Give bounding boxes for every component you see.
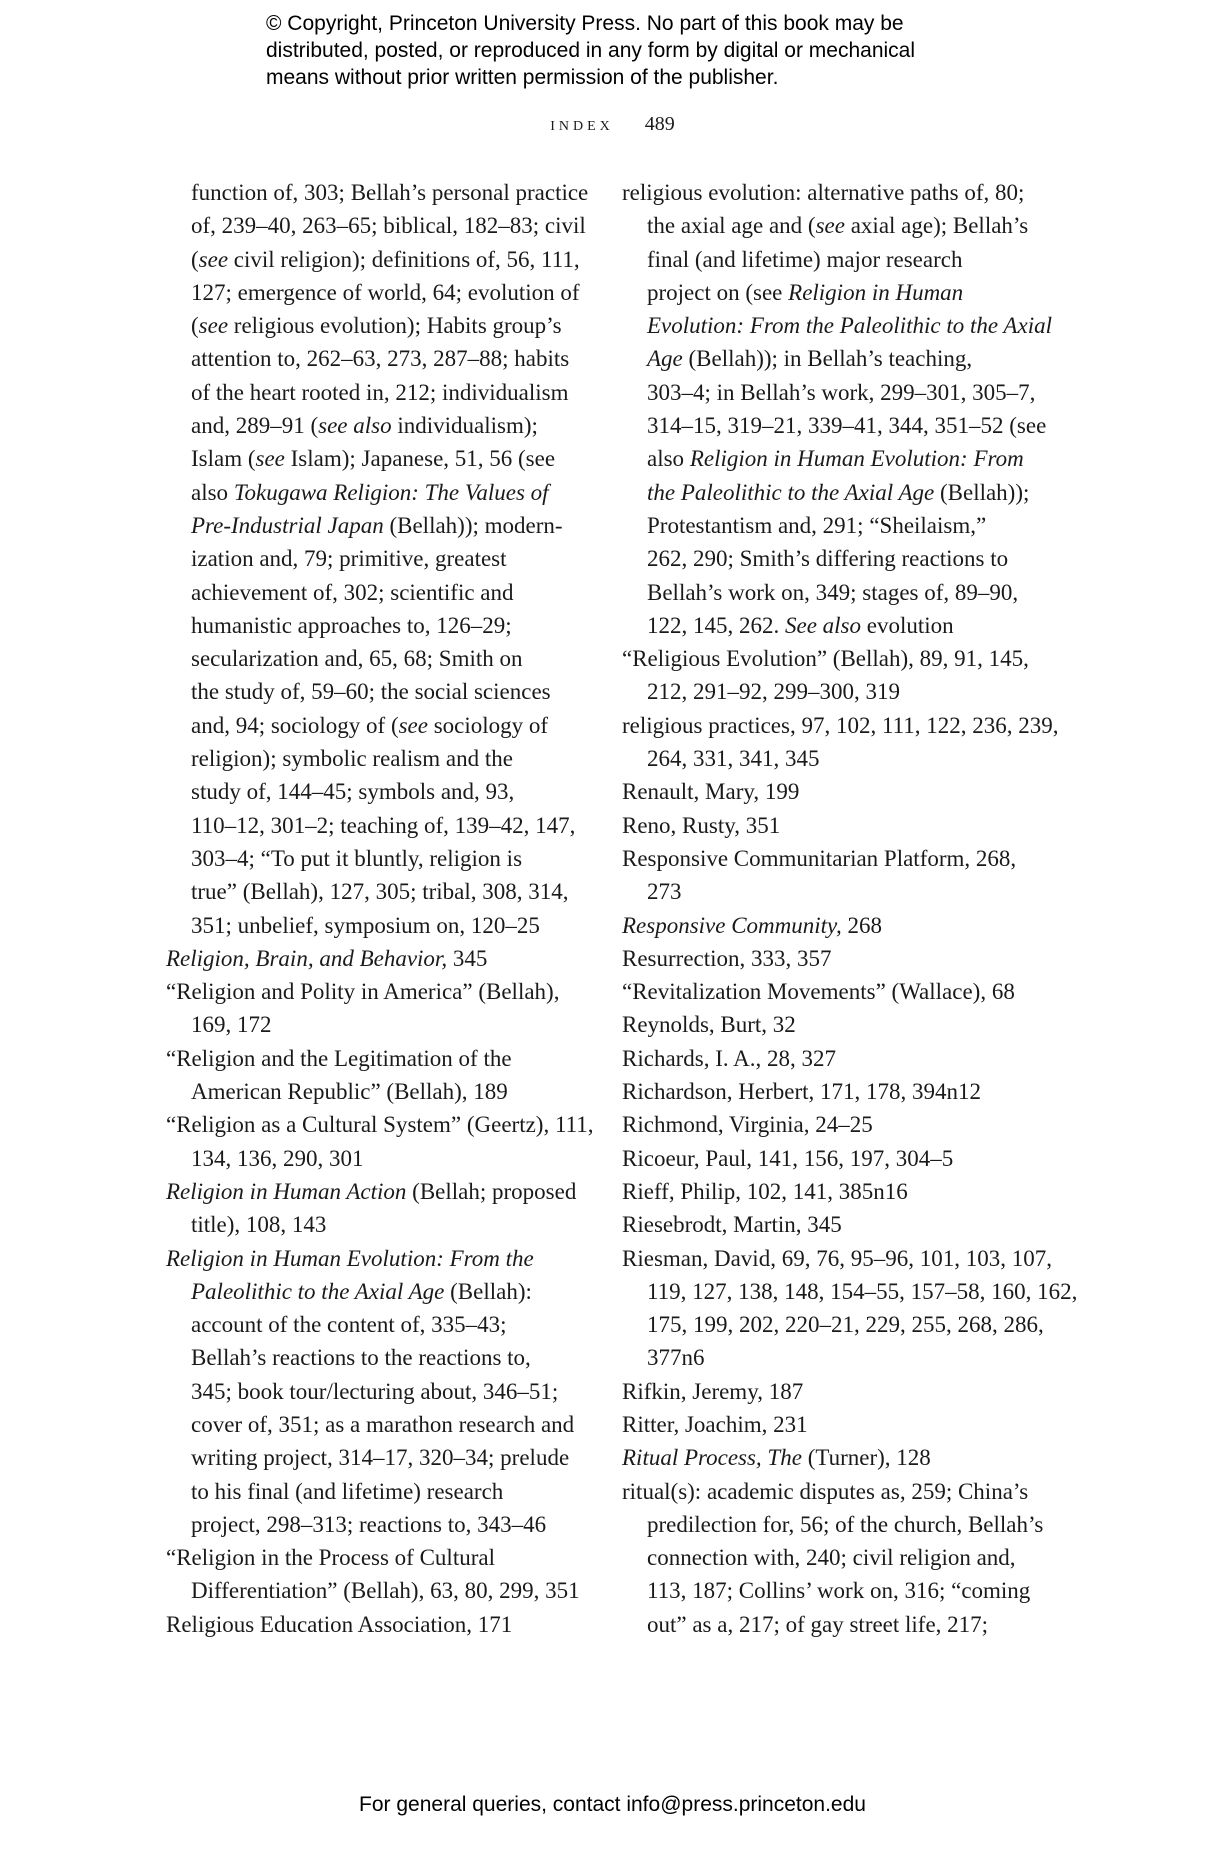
index-entry-head: Religion in Human Evolution: From the xyxy=(166,1245,534,1271)
index-entry-continuation: 122, 145, 262. See also evolution xyxy=(647,612,954,638)
copyright-notice xyxy=(266,10,1026,91)
index-entry-continuation: 262, 290; Smith’s differing reactions to xyxy=(647,546,1009,572)
index-entry-continuation: Evolution: From the Paleolithic to the Axial xyxy=(647,313,1052,339)
index-entry-continuation: account of the content of, 335–43; xyxy=(191,1312,507,1338)
index-entry-continuation: Bellah’s reactions to the reactions to, xyxy=(191,1345,531,1371)
index-entry-continuation: Pre-Industrial Japan (Bellah)); modern- xyxy=(191,512,563,538)
index-entry-head: Responsive Community, 268 xyxy=(622,912,882,938)
index-entry-continuation: the study of, 59–60; the social sciences xyxy=(191,679,551,705)
index-entry-continuation: 303–4; “To put it bluntly, religion is xyxy=(191,845,523,871)
index-entry-head: Ritter, Joachim, 231 xyxy=(622,1411,808,1437)
index-entry-continuation: project on (see Religion in Human xyxy=(647,279,964,305)
index-entry-continuation: attention to, 262–63, 273, 287–88; habits xyxy=(191,346,570,372)
index-entry-continuation: function of, 303; Bellah’s personal practice xyxy=(191,180,589,205)
index-entry-continuation: 175, 199, 202, 220–21, 229, 255, 268, 286, xyxy=(647,1312,1044,1338)
copyright-line: distributed, posted, or reproduced in any form by digital or mechanical xyxy=(266,39,916,62)
index-entry-continuation: predilection for, 56; of the church, Bellah’s xyxy=(647,1511,1044,1537)
index-entry-head: religious evolution: alternative paths of, 80; xyxy=(622,180,1025,205)
index-entry-continuation: religion); symbolic realism and the xyxy=(191,746,513,772)
index-entry-head: “Religion and the Legitimation of the xyxy=(166,1045,512,1071)
index-entry-head: Riesebrodt, Martin, 345 xyxy=(622,1212,842,1238)
index-entry-continuation: American Republic” (Bellah), 189 xyxy=(191,1079,508,1105)
index-entry-continuation: cover of, 351; as a marathon research and xyxy=(191,1411,575,1437)
index-entry-head: Responsive Communitarian Platform, 268, xyxy=(622,845,1017,871)
index-entry-continuation: Bellah’s work on, 349; stages of, 89–90, xyxy=(647,579,1019,605)
footer-contact: For general queries, contact info@press.princeton.edu xyxy=(359,1793,866,1816)
index-entry-continuation: humanistic approaches to, 126–29; xyxy=(191,612,512,638)
index-entry-continuation: ization and, 79; primitive, greatest xyxy=(191,546,507,572)
index-entry-continuation: 169, 172 xyxy=(191,1012,272,1038)
index-entry-head: Resurrection, 333, 357 xyxy=(622,945,832,971)
index-column-right xyxy=(622,176,1078,1641)
index-entry-continuation: also Religion in Human Evolution: From xyxy=(647,446,1024,472)
index-entry-head: “Religion in the Process of Cultural xyxy=(166,1545,495,1571)
index-entry-continuation: out” as a, 217; of gay street life, 217; xyxy=(647,1611,989,1637)
index-entry-continuation: 212, 291–92, 299–300, 319 xyxy=(647,679,900,705)
index-entry-continuation: 345; book tour/lecturing about, 346–51; xyxy=(191,1378,559,1404)
copyright-line: © Copyright, Princeton University Press. No part of this book may be xyxy=(266,12,904,35)
index-entry-head: Renault, Mary, 199 xyxy=(622,779,800,805)
page-number: 489 xyxy=(644,113,675,135)
index-entry-continuation: the axial age and (see axial age); Bellah’s xyxy=(647,213,1029,239)
index-entry-continuation: of the heart rooted in, 212; individualism xyxy=(191,379,569,405)
index-entry-head: Reynolds, Burt, 32 xyxy=(622,1012,796,1038)
index-entry-head: ritual(s): academic disputes as, 259; China’s xyxy=(622,1478,1029,1504)
index-entry-continuation: 377n6 xyxy=(647,1345,705,1371)
index-entry-continuation: and, 289–91 (see also individualism); xyxy=(191,413,538,439)
index-entry-head: Richardson, Herbert, 171, 178, 394n12 xyxy=(622,1079,981,1105)
index-entry-head: Religion, Brain, and Behavior, 345 xyxy=(166,945,488,971)
index-entry-head: “Religious Evolution” (Bellah), 89, 91, 145, xyxy=(622,646,1029,672)
index-entry-continuation: (see civil religion); definitions of, 56, 111, xyxy=(191,246,580,272)
index-entry-head: Richmond, Virginia, 24–25 xyxy=(622,1112,873,1138)
index-entry-continuation: title), 108, 143 xyxy=(191,1212,327,1238)
index-entry-continuation: connection with, 240; civil religion and, xyxy=(647,1545,1016,1571)
index-entry-continuation: true” (Bellah), 127, 305; tribal, 308, 314, xyxy=(191,879,569,905)
index-entry-head: Reno, Rusty, 351 xyxy=(622,812,781,838)
copyright-line: means without prior written permission of the publisher. xyxy=(266,66,779,89)
index-entry-head: Religion in Human Action (Bellah; proposed xyxy=(166,1178,577,1204)
index-entry-continuation: 113, 187; Collins’ work on, 316; “coming xyxy=(647,1578,1031,1604)
index-entry-continuation: secularization and, 65, 68; Smith on xyxy=(191,646,523,672)
index-entry-head: “Religion and Polity in America” (Bellah), xyxy=(166,979,560,1005)
index-entry-continuation: 134, 136, 290, 301 xyxy=(191,1145,364,1171)
index-entry-continuation: achievement of, 302; scientific and xyxy=(191,579,514,605)
running-head xyxy=(0,113,1225,136)
index-entry-continuation: 264, 331, 341, 345 xyxy=(647,746,820,772)
index-entry-head: Ricoeur, Paul, 141, 156, 197, 304–5 xyxy=(622,1145,954,1171)
index-entry-continuation: 273 xyxy=(647,879,682,905)
index-entry-continuation: and, 94; sociology of (see sociology of xyxy=(191,712,549,738)
index-entry-continuation: 314–15, 319–21, 339–41, 344, 351–52 (see xyxy=(647,413,1047,439)
index-entry-continuation: 110–12, 301–2; teaching of, 139–42, 147, xyxy=(191,812,576,838)
index-entry-continuation: also Tokugawa Religion: The Values of xyxy=(191,479,549,505)
index-entry-continuation: 127; emergence of world, 64; evolution of xyxy=(191,279,580,305)
index-entry-continuation: Islam (see Islam); Japanese, 51, 56 (see xyxy=(191,446,556,472)
index-entry-head: “Revitalization Movements” (Wallace), 68 xyxy=(622,979,1015,1005)
index-entry-continuation: to his final (and lifetime) research xyxy=(191,1478,504,1504)
index-entry-continuation: final (and lifetime) major research xyxy=(647,246,963,272)
index-entry-continuation: 303–4; in Bellah’s work, 299–301, 305–7, xyxy=(647,379,1036,405)
index-entry-head: Religious Education Association, 171 xyxy=(166,1611,513,1637)
index-entry-continuation: project, 298–313; reactions to, 343–46 xyxy=(191,1511,547,1537)
index-entry-head: Riesman, David, 69, 76, 95–96, 101, 103, 107, xyxy=(622,1245,1052,1271)
index-entry-continuation: Protestantism and, 291; “Sheilaism,” xyxy=(647,512,987,538)
index-entry-head: Rifkin, Jeremy, 187 xyxy=(622,1378,804,1404)
index-entry-continuation: study of, 144–45; symbols and, 93, xyxy=(191,779,515,805)
index-entry-head: Richards, I. A., 28, 327 xyxy=(622,1045,837,1071)
index-entry-continuation: 119, 127, 138, 148, 154–55, 157–58, 160, 162, xyxy=(647,1278,1078,1304)
index-entry-continuation: Paleolithic to the Axial Age (Bellah): xyxy=(191,1278,532,1304)
index-column-left xyxy=(166,176,594,1641)
index-entry-continuation: writing project, 314–17, 320–34; prelude xyxy=(191,1445,570,1471)
index-entry-head: religious practices, 97, 102, 111, 122, 236, 239, xyxy=(622,712,1059,738)
index-entry-continuation: Differentiation” (Bellah), 63, 80, 299, 351 xyxy=(191,1578,580,1604)
index-entry-continuation: 351; unbelief, symposium on, 120–25 xyxy=(191,912,540,938)
index-entry-continuation: Age (Bellah)); in Bellah’s teaching, xyxy=(647,346,973,372)
index-entry-continuation: (see religious evolution); Habits group’s xyxy=(191,313,562,339)
index-entry-head: Rieff, Philip, 102, 141, 385n16 xyxy=(622,1178,908,1204)
index-entry-head: Ritual Process, The (Turner), 128 xyxy=(622,1445,931,1471)
index-entry-continuation: the Paleolithic to the Axial Age (Bellah)); xyxy=(647,479,1030,505)
index-entry-head: “Religion as a Cultural System” (Geertz), 111, xyxy=(166,1112,594,1138)
running-head-label: index xyxy=(550,113,614,135)
index-entry-continuation: of, 239–40, 263–65; biblical, 182–83; civil xyxy=(191,213,586,239)
